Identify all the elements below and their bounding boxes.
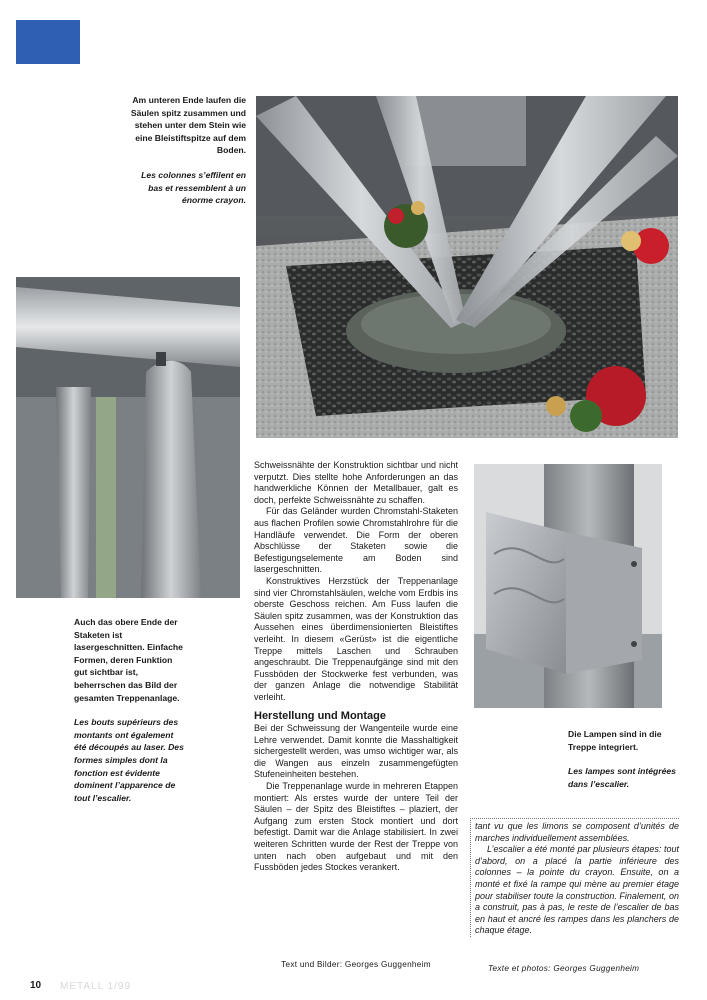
article-de-paragraph-1: Schweissnähte der Konstruktion sichtbar und nicht verputzt. Dies stellte hohe Anforderungen an das handwerkliche Können der Metallbauer, galt es doch, perfekte Schweissnähte zu schaffen. [254, 460, 458, 505]
caption-right-fr: Les lampes sont intégrées dans l’escalier. [568, 766, 676, 789]
section-heading: Herstellung und Montage [254, 710, 386, 723]
article-de-paragraph-3: Konstruktives Herzstück der Treppenanlage sind vier Chromstahlsäulen, welche vom Erdbis ins oberste Geschoss reichen. Am Fuss laufen die Säulen spitz zusammen, was der Konstruktion das Aussehen eines überdimensionierten Bleistiftes verleiht. In diesem «Gerüst» ist die eigentliche Treppe mittels Laschen und Schrauben angeschraubt. Die Treppenaufgänge sind mit den Fussböden der Stockwerke fest verbunden, was der ganzen Anlage die notwendige Stabilität verleiht. [254, 575, 458, 702]
photo-fountain [256, 96, 678, 438]
color-block [16, 20, 80, 64]
caption-top-fr: Les colonnes s’effilent en bas et ressemblent à un énorme crayon. [141, 169, 246, 206]
caption-top [130, 94, 246, 207]
caption-right-de: Die Lampen sind in die Treppe integriert. [568, 729, 662, 752]
page-number: 10 [30, 980, 42, 991]
credit-german: Text und Bilder: Georges Guggenheim [281, 960, 431, 969]
article-french [470, 818, 679, 937]
caption-left [74, 616, 186, 804]
article-german [254, 460, 458, 874]
article-fr-paragraph-1: tant vu que les limons se composent d’unités de marches individuellement assemblées. [475, 821, 679, 843]
article-de-paragraph-5: Die Treppenanlage wurde in mehreren Etappen montiert: Als erstes wurde der untere Teil der Säulen – der Spitz des Bleistiftes – plaziert, der Aufgang zum ersten Stock montiert und dort befestigt. Damit war die Anlage stabilisiert. In zwei weiteren Schritten wurde der Rest der Treppe von unten nach oben aufgebaut und mit den Fussböden jedes Stockes verankert. [254, 781, 458, 873]
article-de-paragraph-2: Für das Geländer wurden Chromstahl-Staketen aus flachen Profilen sowie Chromstahlrohre für die Handläufe verwendet. Die Form der oberen Abschlüsse der Staketen sowie die Befestigungselemente am Boden sind lasergeschnitten. [254, 506, 458, 575]
photo-lamp [474, 464, 662, 708]
article-de-paragraph-4: Bei der Schweissung der Wangenteile wurde eine Lehre verwendet. Damit konnte die Masshaltigkeit sichergestellt werden, was umso wichtiger war, als die Wangen aus einzeln zusammengefügten Stufeneinheiten bestehen. [254, 723, 458, 780]
photo-railing [16, 277, 240, 598]
magazine-name: METALL 1/99 [60, 981, 132, 992]
caption-top-de: Am unteren Ende laufen die Säulen spitz zusammen und stehen unter dem Stein wie eine Bleistiftspitze auf dem Boden. [130, 95, 246, 156]
article-fr-paragraph-2: L’escalier a été monté par plusieurs étapes: tout d’abord, on a placé la partie inférieure des colonnes – la pointe du crayon. Ensuite, on a monté et fixé la rampe qui mène au premier étage pour stabiliser toute la construction. Finalement, on a construit, pas à pas, le reste de l’escalier de bas en haut et ancré les rampes dans les planchers de chaque étage. [475, 844, 679, 936]
caption-left-fr: Les bouts supérieurs des montants ont également été découpés au laser. Des formes simples dont la fonction est évidente dominent l’apparence de tout l’escalier. [74, 717, 184, 803]
credit-french: Texte et photos: Georges Guggenheim [488, 964, 640, 973]
caption-right [568, 728, 680, 790]
caption-left-de: Auch das obere Ende der Staketen ist lasergeschnitten. Einfache Formen, deren Funktion gut sichtbar ist, beherrschen das Bild der gesamten Treppenanlage. [74, 617, 183, 703]
